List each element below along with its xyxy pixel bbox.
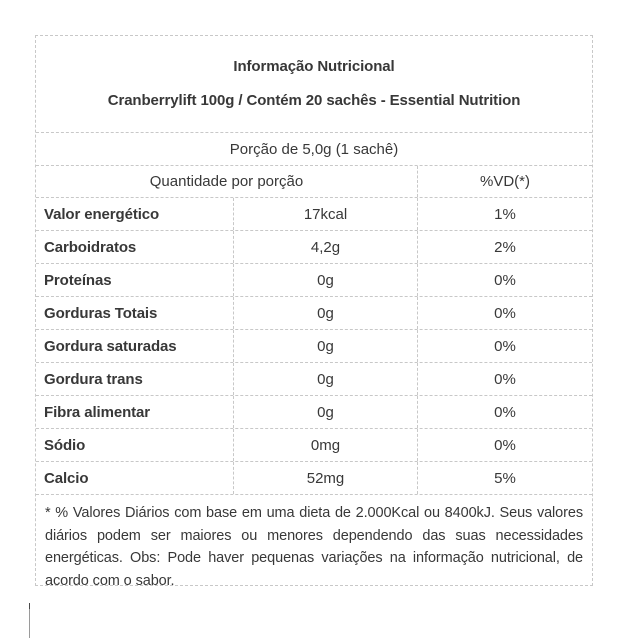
serving-size: Porção de 5,0g (1 sachê) — [229, 140, 399, 158]
row-dv: 2% — [417, 231, 592, 263]
table-title-block — [36, 36, 592, 133]
row-dv: 5% — [417, 462, 592, 494]
table-row — [36, 363, 592, 396]
row-quantity: 0mg — [233, 429, 417, 461]
row-quantity: 4,2g — [233, 231, 417, 263]
row-quantity: 52mg — [233, 462, 417, 494]
row-quantity: 0g — [233, 363, 417, 395]
row-label: Proteínas — [44, 271, 112, 289]
row-quantity: 0g — [233, 330, 417, 362]
row-dv: 0% — [417, 330, 592, 362]
column-header-dv: %VD(*) — [417, 166, 592, 197]
footnote: * % Valores Diários com base em uma dieta de 2.000Kcal ou 8400kJ. Seus valores diários podem ser maiores ou menores dependendo das suas necessidades energéticas. Obs: Pode haver pequenas variações na informação nutricional, de acordo com o sabor. — [45, 505, 583, 589]
table-row — [36, 429, 592, 462]
nutrition-facts-table — [35, 35, 593, 589]
table-subtitle: Cranberrylift 100g / Contém 20 sachês - Essential Nutrition — [107, 92, 521, 109]
row-quantity: 0g — [233, 396, 417, 428]
table-row — [36, 297, 592, 330]
serving-size-row — [36, 133, 592, 166]
table-row — [36, 264, 592, 297]
table-title: Informação Nutricional — [233, 58, 395, 75]
table-row — [36, 198, 592, 231]
column-header-quantity: Quantidade por porção — [149, 173, 304, 190]
table-row — [36, 231, 592, 264]
row-dv: 0% — [417, 363, 592, 395]
row-label: Gordura saturadas — [44, 337, 177, 355]
row-label: Valor energético — [44, 205, 160, 223]
row-label: Sódio — [44, 436, 86, 454]
table-row — [36, 330, 592, 363]
row-label: Gorduras Totais — [44, 304, 158, 322]
row-label: Fibra alimentar — [44, 403, 151, 421]
table-rows — [36, 198, 592, 495]
row-dv: 0% — [417, 396, 592, 428]
column-header-row — [36, 166, 592, 198]
row-quantity: 17kcal — [233, 198, 417, 230]
table-row — [36, 396, 592, 429]
page-edge-line-artifact — [29, 603, 30, 638]
row-label: Carboidratos — [44, 238, 137, 256]
row-dv: 0% — [417, 264, 592, 296]
row-quantity: 0g — [233, 264, 417, 296]
row-quantity: 0g — [233, 297, 417, 329]
row-dv: 0% — [417, 429, 592, 461]
row-dv: 0% — [417, 297, 592, 329]
table-row — [36, 462, 592, 495]
row-dv: 1% — [417, 198, 592, 230]
row-label: Calcio — [44, 469, 89, 487]
row-label: Gordura trans — [44, 370, 143, 388]
